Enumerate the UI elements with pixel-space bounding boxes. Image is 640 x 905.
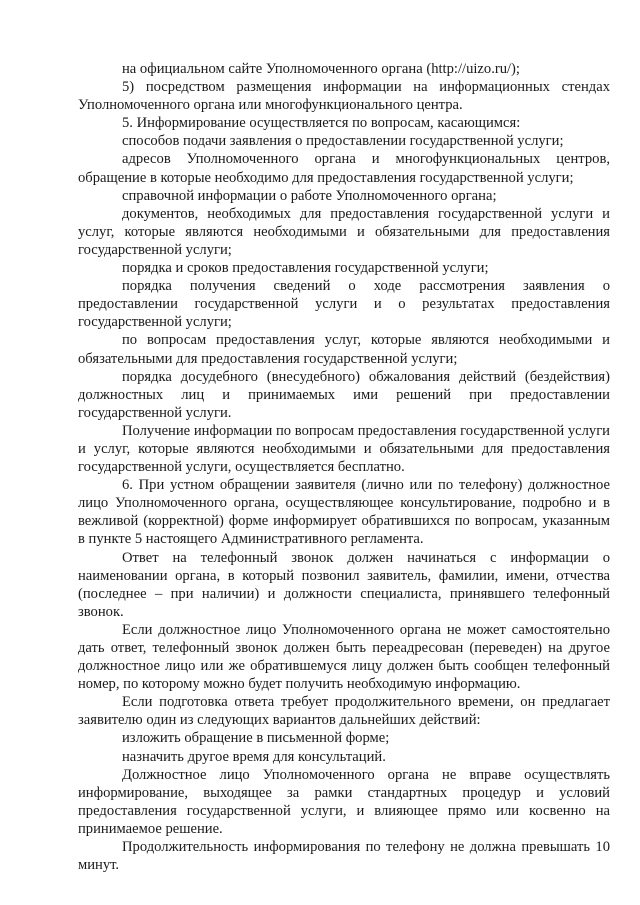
paragraph-section-5-heading: 5. Информирование осуществляется по вопросам, касающимся: <box>122 115 521 132</box>
paragraph-option-written: изложить обращение в письменной форме; <box>122 730 390 747</box>
paragraph-restriction: Должностное лицо Уполномоченного органа не вправе осуществлять информирование, выходящее за рамки стандартных процедур и условий предоставления государственной услуги, и влияющее прямо или косвенно на принимаемое решение. <box>78 766 610 837</box>
paragraph-topic-order-and-terms: порядка и сроков предоставления государственной услуги; <box>122 260 489 277</box>
paragraph-topic-addresses: адресов Уполномоченного органа и многофункциональных центров, обращение в которые необходимо для предоставления государственной услуги; <box>78 151 610 186</box>
paragraph-website: на официальном сайте Уполномоченного органа (http://uizo.ru/); <box>122 61 520 77</box>
paragraph-section-6-oral: 6. При устном обращении заявителя (лично или по телефону) должностное лицо Уполномоченного органа, осуществляющее консультирование, подробно и в вежливой (корректной) форме информирует обратившихся по вопросам, указанным в пункте 5 настоящего Административного регламента. <box>78 477 610 548</box>
paragraph-long-preparation: Если подготовка ответа требует продолжительного времени, он предлагает заявителю один из следующих вариантов дальнейших действий: <box>78 694 610 729</box>
document-page <box>78 60 610 874</box>
paragraph-option-reschedule: назначить другое время для консультаций. <box>122 748 386 765</box>
paragraph-item-5-stands: 5) посредством размещения информации на информационных стендах Уполномоченного органа или многофункционального центра. <box>78 79 610 114</box>
paragraph-topic-appeal: порядка досудебного (внесудебного) обжалования действий (бездействия) должностных лиц и принимаемых ими решений при предоставлении государственной услуги. <box>78 368 610 421</box>
paragraph-topic-progress: порядка получения сведений о ходе рассмотрения заявления о предоставлении государственной услуги и о результатах предоставления государственной услуги; <box>78 278 610 331</box>
paragraph-phone-answer: Ответ на телефонный звонок должен начинаться с информации о наименовании органа, в который позвонил заявитель, фамилии, имени, отчества (последнее – при наличии) и должности специалиста, принявшего телефонный звонок. <box>78 549 610 620</box>
paragraph-free-of-charge: Получение информации по вопросам предоставления государственной услуги и услуг, которые являются необходимыми и обязательными для предоставления государственной услуги, осуществляется бесплатно. <box>78 422 610 476</box>
paragraph-topic-submission-methods: способов подачи заявления о предоставлении государственной услуги; <box>122 133 564 150</box>
paragraph-topic-required-services: по вопросам предоставления услуг, которые являются необходимыми и обязательными для предоставления государственной услуги; <box>78 332 610 367</box>
paragraph-topic-reference-info: справочной информации о работе Уполномоченного органа; <box>122 187 497 204</box>
paragraph-duration: Продолжительность информирования по телефону не должна превышать 10 минут. <box>78 839 610 874</box>
paragraph-topic-documents: документов, необходимых для предоставления государственной услуги и услуг, которые являются необходимыми и обязательными для предоставления государственной услуги; <box>78 205 610 258</box>
paragraph-redirect: Если должностное лицо Уполномоченного органа не может самостоятельно дать ответ, телефонный звонок должен быть переадресован (переведен) на другое должностное лицо или же обратившемуся лицу должен быть сообщен телефонный номер, по которому можно будет получить необходимую информацию. <box>78 621 610 693</box>
